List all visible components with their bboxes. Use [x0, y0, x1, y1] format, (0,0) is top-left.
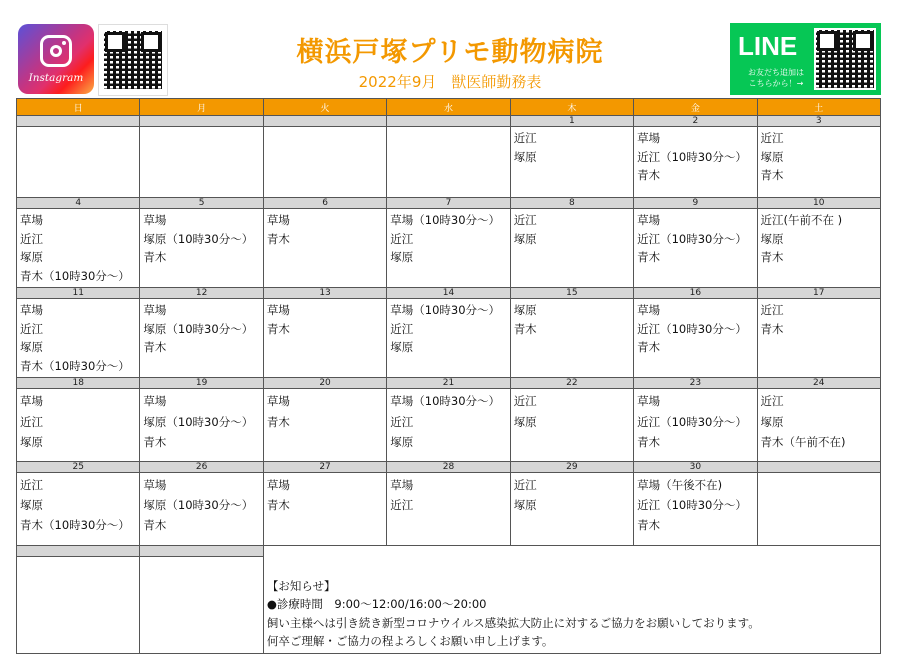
day-cell [140, 209, 263, 288]
day-number: 28 [387, 462, 510, 473]
instagram-qr-frame [98, 24, 168, 96]
staff-name: 青木 [760, 250, 784, 264]
day-number: 5 [140, 198, 263, 209]
day-cell [263, 389, 386, 462]
staff-name: 塚原 [390, 340, 414, 354]
staff-name: 草場 [637, 131, 661, 145]
day-cell [387, 299, 510, 378]
day-cell [140, 473, 263, 546]
day-cell [263, 299, 386, 378]
staff-name: 近江 [760, 303, 784, 317]
staff-name: 塚原 [760, 149, 784, 164]
weekday-header: 水 [387, 99, 510, 116]
staff-row [17, 389, 881, 462]
staff-name: 近江（10時30分～） [637, 149, 747, 164]
notice-row [17, 557, 881, 654]
staff-name: 草場（10時30分～） [390, 303, 501, 317]
page-subtitle: 2022年9月 獣医師勤務表 [358, 73, 542, 91]
weekday-header: 金 [634, 99, 757, 116]
line-qr-code-icon[interactable] [816, 30, 874, 88]
staff-name: 塚原 [513, 231, 537, 246]
staff-row [17, 209, 881, 288]
weekday-header: 日 [17, 99, 140, 116]
day-number: 23 [634, 378, 757, 389]
day-number: 22 [510, 378, 633, 389]
staff-name: 近江 [20, 414, 43, 429]
staff-name: 塚原 [513, 303, 537, 317]
date-row [17, 546, 881, 557]
day-cell [510, 127, 633, 198]
staff-name: 青木 [513, 321, 537, 336]
day-cell [140, 299, 263, 378]
day-cell [387, 209, 510, 288]
staff-name: 近江 [760, 394, 784, 408]
staff-name: 近江（10時30分～） [637, 414, 747, 429]
instagram-label: Instagram [28, 71, 84, 84]
day-cell [17, 389, 140, 462]
day-number: 8 [510, 198, 633, 209]
day-cell [387, 127, 510, 198]
instagram-logo[interactable] [18, 24, 94, 94]
staff-name: 塚原 [20, 498, 43, 512]
weekday-header: 木 [510, 99, 633, 116]
staff-name: 近江 [20, 478, 43, 492]
empty-day-cell [17, 557, 140, 654]
weekday-header-row [17, 99, 881, 116]
staff-name: 近江（10時30分～） [637, 498, 747, 512]
staff-row [17, 127, 881, 198]
line-qr-frame [814, 28, 876, 90]
date-row [17, 116, 881, 127]
staff-name: 青木 [266, 231, 290, 246]
staff-name: 草場（10時30分～） [390, 394, 501, 408]
day-number: 3 [757, 116, 880, 127]
day-number: 18 [17, 378, 140, 389]
weekday-header: 月 [140, 99, 263, 116]
staff-row [17, 473, 881, 546]
staff-name: 草場 [143, 303, 167, 317]
staff-name: 青木 [266, 498, 290, 512]
day-cell [510, 299, 633, 378]
staff-name: 塚原 [513, 498, 537, 512]
day-number: 13 [263, 288, 386, 299]
staff-name: 草場 [20, 394, 43, 408]
notice-header-cell [263, 546, 880, 557]
day-cell [634, 209, 757, 288]
line-banner[interactable] [730, 23, 881, 95]
staff-name: 草場 [143, 478, 167, 492]
day-cell [140, 389, 263, 462]
day-cell [634, 299, 757, 378]
staff-name: 近江 [513, 394, 537, 408]
staff-name: 近江 [390, 321, 414, 336]
day-number: 30 [634, 462, 757, 473]
schedule-calendar [16, 98, 881, 654]
day-cell [263, 209, 386, 288]
staff-name: 近江 [390, 231, 414, 246]
staff-name: 塚原 [20, 250, 43, 264]
day-cell [757, 299, 880, 378]
empty-day-cell [140, 557, 263, 654]
day-number: 6 [263, 198, 386, 209]
day-number: 1 [510, 116, 633, 127]
staff-name: 青木 [760, 168, 784, 182]
weekday-header: 火 [263, 99, 386, 116]
staff-name: 近江 [20, 231, 43, 246]
staff-name: 草場 [20, 213, 43, 227]
line-add-friend-note: お友だち追加は こちらから！→ [748, 68, 804, 88]
page-title: 横浜戸塚プリモ動物病院 [296, 37, 604, 68]
day-number [140, 546, 263, 557]
day-number: 14 [387, 288, 510, 299]
staff-name: 塚原 [513, 414, 537, 429]
day-number: 16 [634, 288, 757, 299]
staff-name: 塚原 [20, 340, 43, 354]
date-row [17, 462, 881, 473]
day-number: 29 [510, 462, 633, 473]
notice-heading: 【お知らせ】 [266, 578, 336, 593]
date-row [17, 198, 881, 209]
staff-name: 青木 [760, 321, 784, 336]
staff-name: 近江 [390, 498, 414, 512]
day-cell [510, 209, 633, 288]
day-cell [634, 127, 757, 198]
staff-name: 青木（10時30分～） [20, 358, 130, 373]
staff-name: 草場 [143, 394, 167, 408]
staff-name: 塚原 [390, 435, 414, 449]
staff-name: 草場 [20, 303, 43, 317]
day-number: 4 [17, 198, 140, 209]
staff-row [17, 299, 881, 378]
day-number [17, 546, 140, 557]
day-number: 24 [757, 378, 880, 389]
day-cell [17, 209, 140, 288]
staff-name: 青木 [266, 321, 290, 336]
notice-box [263, 557, 880, 654]
weekday-header: 土 [757, 99, 880, 116]
staff-name: 塚原 [760, 414, 784, 429]
staff-name: 近江（10時30分～） [637, 321, 747, 336]
date-row [17, 378, 881, 389]
staff-name: 青木（午前不在) [760, 435, 846, 449]
day-cell [634, 389, 757, 462]
day-cell [634, 473, 757, 546]
staff-name: 草場（午後不在) [637, 478, 723, 492]
staff-name: 塚原（10時30分～） [143, 498, 254, 512]
staff-name: 近江 [760, 131, 784, 145]
day-number [263, 116, 386, 127]
staff-name: 草場 [390, 478, 414, 492]
staff-name: 草場 [637, 394, 661, 408]
staff-name: 青木 [143, 518, 167, 532]
notice-hours: ●診療時間 9:00～12:00/16:00～20:00 [266, 597, 487, 611]
day-number: 19 [140, 378, 263, 389]
day-cell [387, 473, 510, 546]
instagram-camera-icon [40, 35, 72, 67]
day-cell [387, 389, 510, 462]
staff-name: 近江 [513, 478, 537, 492]
staff-name: 近江 [513, 131, 537, 145]
day-cell [263, 473, 386, 546]
notice-line: 飼い主様へは引き続き新型コロナウイルス感染拡大防止に対するご協力をお願いしております。 [266, 615, 760, 630]
staff-name: 青木 [637, 340, 661, 354]
day-cell [263, 127, 386, 198]
calendar-body [17, 116, 881, 654]
date-row [17, 288, 881, 299]
staff-name: 塚原（10時30分～） [143, 231, 254, 246]
staff-name: 青木 [143, 435, 167, 449]
staff-name: 塚原 [513, 149, 537, 164]
line-logo: LINE [738, 31, 798, 61]
day-number: 11 [17, 288, 140, 299]
day-number [757, 462, 880, 473]
staff-name: 草場 [637, 213, 661, 227]
staff-name: 草場 [266, 394, 290, 408]
day-number: 7 [387, 198, 510, 209]
day-cell [140, 127, 263, 198]
day-number: 2 [634, 116, 757, 127]
staff-name: 草場 [266, 213, 290, 227]
day-cell [757, 209, 880, 288]
day-cell [17, 299, 140, 378]
day-number: 27 [263, 462, 386, 473]
day-cell [17, 473, 140, 546]
instagram-qr-code-icon[interactable] [104, 31, 162, 89]
day-number [140, 116, 263, 127]
staff-name: 塚原（10時30分～） [143, 414, 254, 429]
day-cell [510, 389, 633, 462]
staff-name: 草場 [266, 303, 290, 317]
day-cell [757, 473, 880, 546]
day-cell [757, 127, 880, 198]
day-number: 10 [757, 198, 880, 209]
day-number: 12 [140, 288, 263, 299]
staff-name: 近江 [20, 321, 43, 336]
staff-name: 青木（10時30分～） [20, 518, 130, 532]
staff-name: 青木 [266, 414, 290, 429]
day-number [17, 116, 140, 127]
day-number: 25 [17, 462, 140, 473]
staff-name: 草場（10時30分～） [390, 213, 501, 227]
staff-name: 塚原 [390, 250, 414, 264]
day-number: 21 [387, 378, 510, 389]
day-number: 15 [510, 288, 633, 299]
day-cell [17, 127, 140, 198]
staff-name: 塚原 [760, 231, 784, 246]
staff-name: 青木 [143, 340, 167, 354]
day-number: 17 [757, 288, 880, 299]
staff-name: 青木 [637, 250, 661, 264]
staff-name: 草場 [266, 478, 290, 492]
day-number: 9 [634, 198, 757, 209]
staff-name: 近江(午前不在 ) [760, 213, 843, 227]
staff-name: 草場 [143, 213, 167, 227]
day-cell [510, 473, 633, 546]
staff-name: 青木 [637, 435, 661, 449]
staff-name: 青木（10時30分～） [20, 268, 130, 283]
day-number: 20 [263, 378, 386, 389]
staff-name: 青木 [637, 168, 661, 182]
day-cell [757, 389, 880, 462]
staff-name: 近江 [513, 213, 537, 227]
staff-name: 塚原 [20, 435, 43, 449]
staff-name: 近江 [390, 414, 414, 429]
staff-name: 近江（10時30分～） [637, 231, 747, 246]
staff-name: 草場 [637, 303, 661, 317]
notice-line: 何卒ご理解・ご協力の程よろしくお願い申し上げます。 [266, 634, 554, 648]
staff-name: 青木 [637, 518, 661, 532]
day-number [387, 116, 510, 127]
day-number: 26 [140, 462, 263, 473]
staff-name: 青木 [143, 250, 167, 264]
staff-name: 塚原（10時30分～） [143, 321, 254, 336]
